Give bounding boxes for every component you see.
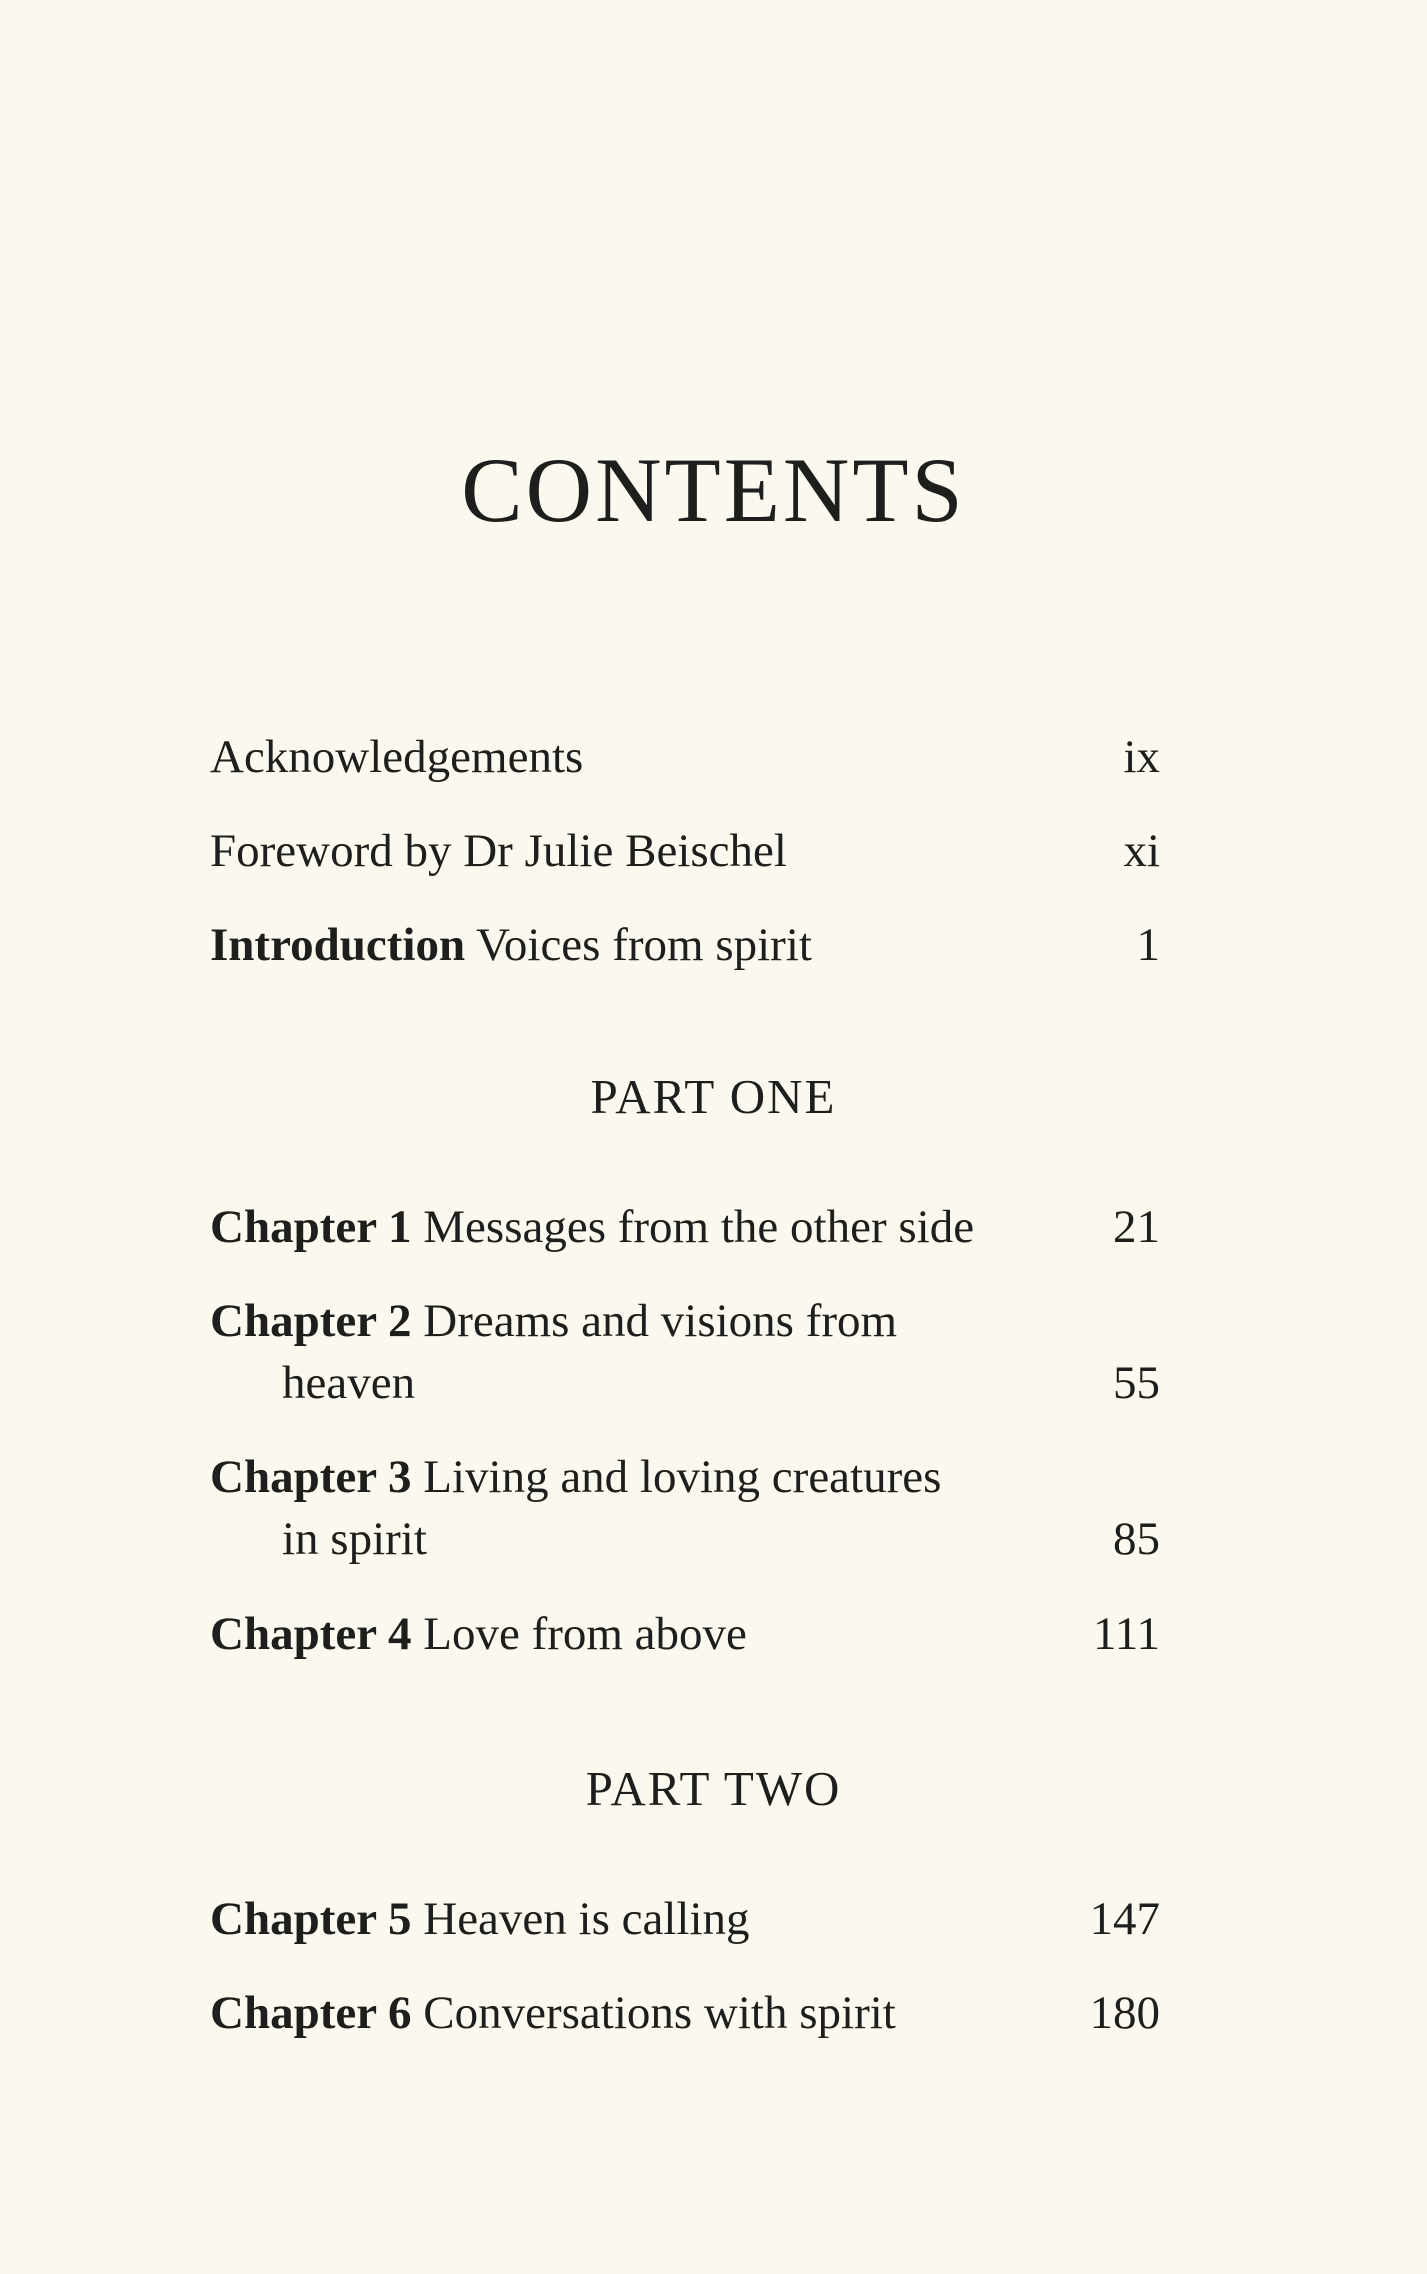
toc-entry-chapter-5[interactable]: [210, 1888, 1160, 1950]
toc-entry-page: 21: [1113, 1201, 1160, 1253]
toc-entry-label-bold: Chapter 2: [210, 1295, 412, 1347]
toc-entry-page: xi: [1123, 825, 1160, 877]
part-one-heading: PART ONE: [590, 1069, 837, 1124]
toc-entry-chapter-2[interactable]: [210, 1290, 1160, 1414]
toc-entry-label-bold: Chapter 4: [210, 1608, 412, 1660]
toc-entry-chapter-1[interactable]: [210, 1196, 1160, 1258]
toc-entry-chapter-4[interactable]: [210, 1603, 1160, 1665]
toc-entry-label-bold: Chapter 3: [210, 1451, 412, 1503]
toc-entry-label: Voices from spirit: [476, 919, 812, 971]
toc-entry-chapter-6[interactable]: [210, 1982, 1160, 2044]
toc-entry-label-bold: Chapter 1: [210, 1201, 412, 1253]
toc-entry-page: 1: [1136, 919, 1160, 971]
toc-entry-label: Conversations with spirit: [423, 1987, 896, 2039]
toc-entry-page: 180: [1089, 1987, 1160, 2039]
toc-entry-label: Living and loving creatures: [423, 1451, 942, 1503]
toc-entry-page: 147: [1089, 1893, 1160, 1945]
toc-entry-label: Acknowledgements: [210, 731, 584, 783]
toc-entry-label-bold: Chapter 6: [210, 1987, 412, 2039]
toc-entry-acknowledgements[interactable]: [210, 726, 1160, 788]
contents-title: CONTENTS: [461, 439, 966, 541]
toc-entry-label: Foreword by Dr Julie Beischel: [210, 825, 787, 877]
toc-entry-page: 85: [1113, 1513, 1160, 1565]
toc-entry-chapter-3[interactable]: [210, 1446, 1160, 1570]
toc-entry-label-continued: in spirit: [282, 1513, 427, 1565]
toc-entry-label-continued: heaven: [282, 1357, 416, 1409]
toc-entry-label-bold: Chapter 5: [210, 1893, 412, 1945]
part-two-heading: PART TWO: [585, 1761, 842, 1816]
toc-entry-label-bold: Introduction: [210, 919, 466, 971]
toc-entry-page: 55: [1113, 1357, 1160, 1409]
toc-entry-label: Messages from the other side: [423, 1201, 975, 1253]
toc-entry-introduction[interactable]: [210, 914, 1160, 976]
toc-entry-label: Dreams and visions from: [423, 1295, 898, 1347]
toc-entry-foreword[interactable]: [210, 820, 1160, 882]
toc-entry-label: Heaven is calling: [423, 1893, 750, 1945]
toc-entry-label: Love from above: [423, 1608, 747, 1660]
toc-entry-page: 111: [1092, 1608, 1160, 1660]
toc-entry-page: ix: [1123, 731, 1160, 783]
